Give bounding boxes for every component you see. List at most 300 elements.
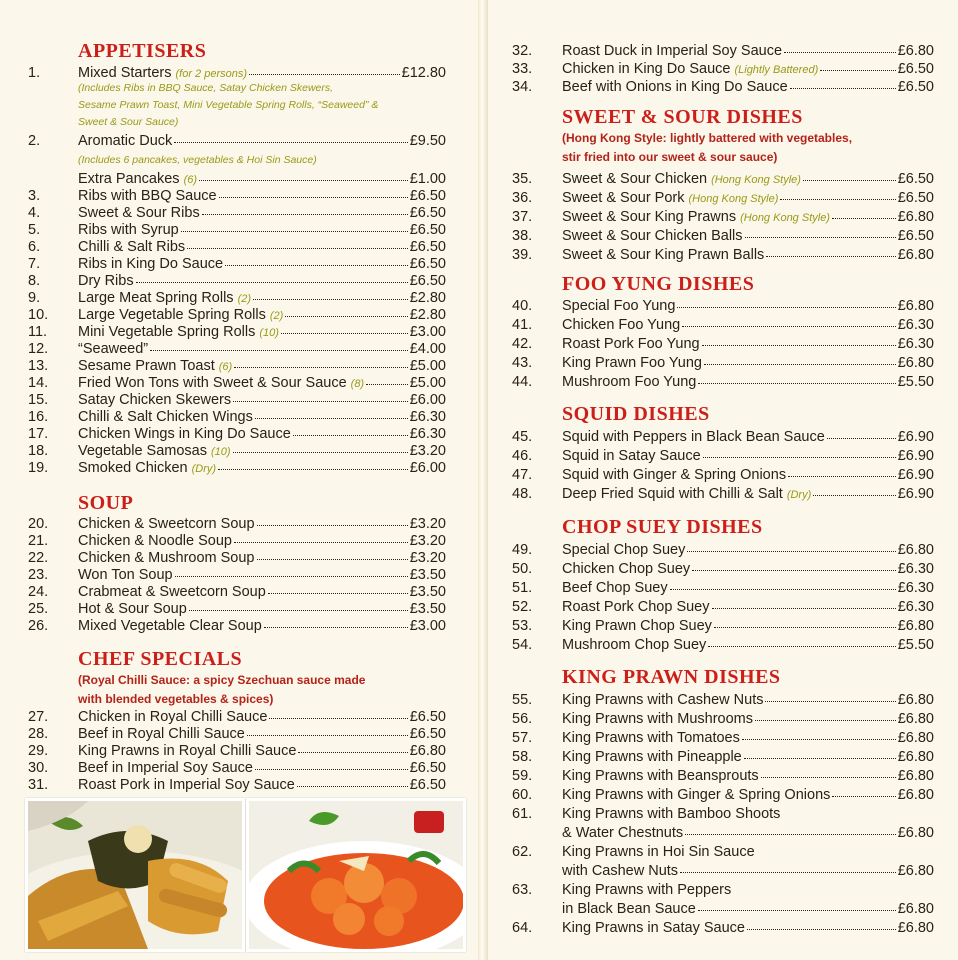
item-name: Sesame Prawn Toast <box>78 358 215 374</box>
item-price: £6.80 <box>897 787 934 803</box>
menu-item-row <box>28 238 446 256</box>
item-name: Sweet & Sour Chicken Balls <box>562 228 743 244</box>
menu-item-row <box>28 187 446 205</box>
menu-item-row <box>512 598 934 616</box>
dot-leader <box>257 559 408 560</box>
item-price: £6.80 <box>897 768 934 784</box>
item-name: Mushroom Chop Suey <box>562 637 707 653</box>
chef-specials-note-2: with blended vegetables & spices) <box>78 692 274 706</box>
item-number: 59. <box>512 768 533 784</box>
item-number: 10. <box>28 307 49 323</box>
dot-leader <box>761 777 896 778</box>
item-number: 21. <box>28 533 49 549</box>
item-price: £3.50 <box>409 584 446 600</box>
item-name: Large Vegetable Spring Rolls <box>78 307 266 323</box>
item-name: Squid in Satay Sauce <box>562 448 701 464</box>
item-number: 51. <box>512 580 533 596</box>
item-price: £6.80 <box>897 825 934 841</box>
item-price: £6.30 <box>409 409 446 425</box>
menu-item-row <box>512 579 934 597</box>
menu-item-row <box>28 566 446 584</box>
dot-leader <box>832 218 896 219</box>
menu-item-row <box>512 560 934 578</box>
menu-item-row <box>28 617 446 635</box>
section-title-sweet-sour: SWEET & SOUR DISHES <box>562 106 803 128</box>
menu-item-row <box>28 221 446 239</box>
item-price: £6.50 <box>897 171 934 187</box>
dot-leader <box>703 457 896 458</box>
item-number: 49. <box>512 542 533 558</box>
menu-item-row <box>512 541 934 559</box>
dot-leader <box>670 589 896 590</box>
item-number: 36. <box>512 190 533 206</box>
item-price: £6.90 <box>897 448 934 464</box>
item-name: Mushroom Foo Yung <box>562 374 697 390</box>
dot-leader <box>832 796 895 797</box>
dot-leader <box>225 265 408 266</box>
item-price: £6.30 <box>897 561 934 577</box>
dot-leader <box>765 701 895 702</box>
menu-item-row <box>512 428 934 446</box>
dot-leader <box>218 469 408 470</box>
menu-item-row <box>512 246 934 264</box>
item-name: Satay Chicken Skewers <box>78 392 232 408</box>
item-price: £6.50 <box>409 188 446 204</box>
item-name: Beef Chop Suey <box>562 580 668 596</box>
menu-item-row <box>28 374 446 392</box>
item-price: £3.20 <box>409 550 446 566</box>
dot-leader <box>255 769 408 770</box>
menu-item-row <box>28 408 446 426</box>
item-price: £6.30 <box>897 580 934 596</box>
item-price: £6.30 <box>897 317 934 333</box>
item-name: Mini Vegetable Spring Rolls <box>78 324 256 340</box>
item-number: 42. <box>512 336 533 352</box>
item-number: 56. <box>512 711 533 727</box>
menu-item-row <box>512 824 934 842</box>
dot-leader <box>187 248 408 249</box>
menu-item-row <box>512 729 934 747</box>
item-name: Mixed Starters <box>78 65 172 81</box>
dot-leader <box>766 256 895 257</box>
menu-item-row <box>28 442 446 460</box>
item-name: Extra Pancakes <box>78 171 180 187</box>
dot-leader <box>784 52 896 53</box>
section-title-squid: SQUID DISHES <box>562 403 710 425</box>
item-note: (for 2 persons) <box>175 68 248 80</box>
item-price: £6.50 <box>409 205 446 221</box>
item-number: 44. <box>512 374 533 390</box>
item-number: 63. <box>512 882 533 898</box>
item-name: King Prawns with Mushrooms <box>562 711 753 727</box>
item-note: (2) <box>269 310 284 322</box>
menu-item-row <box>28 583 446 601</box>
item-number: 58. <box>512 749 533 765</box>
item-name: Dry Ribs <box>78 273 134 289</box>
item-note: (10) <box>259 327 279 339</box>
menu-item-row <box>28 549 446 567</box>
item-price: £6.50 <box>897 61 934 77</box>
item-name: King Prawns with Cashew Nuts <box>562 692 764 708</box>
menu-item-row <box>512 691 934 709</box>
item-name: King Prawns with Pineapple <box>562 749 742 765</box>
item-price: £6.80 <box>897 749 934 765</box>
dot-leader <box>202 214 408 215</box>
item-price: £6.80 <box>897 692 934 708</box>
dot-leader <box>249 74 400 75</box>
item-name: King Prawns with Tomatoes <box>562 730 740 746</box>
menu-item-row <box>512 189 934 207</box>
menu-item-row <box>28 64 446 82</box>
menu-item-row <box>28 289 446 307</box>
menu-item-row <box>28 272 446 290</box>
menu-item-row <box>512 60 934 78</box>
item-price: £6.30 <box>897 599 934 615</box>
item-name: Deep Fried Squid with Chilli & Salt <box>562 486 783 502</box>
food-photo-sweet-sour <box>246 798 466 952</box>
dot-leader <box>790 88 896 89</box>
item-name: Chicken & Mushroom Soup <box>78 550 255 566</box>
item-note: (Hong Kong Style) <box>711 174 801 186</box>
menu-item-row <box>28 204 446 222</box>
item-name: Sweet & Sour Pork <box>562 190 685 206</box>
item-number: 25. <box>28 601 49 617</box>
item-number: 50. <box>512 561 533 577</box>
dot-leader <box>820 70 895 71</box>
item-note: (Hong Kong Style) <box>688 193 779 205</box>
item-number: 33. <box>512 61 533 77</box>
item-price: £1.00 <box>409 171 446 187</box>
item-number: 18. <box>28 443 49 459</box>
item-price: £6.30 <box>897 336 934 352</box>
item-price: £6.80 <box>897 247 934 263</box>
item-price: £6.90 <box>897 486 934 502</box>
item-number: 54. <box>512 637 533 653</box>
item-price: £6.80 <box>409 743 446 759</box>
page-fold <box>478 0 488 960</box>
item-note: (6) <box>218 361 233 373</box>
menu-item-row <box>28 425 446 443</box>
dot-leader <box>677 307 895 308</box>
dot-leader <box>175 576 408 577</box>
item-number: 30. <box>28 760 49 776</box>
menu-item-row <box>512 42 934 60</box>
item-number: 60. <box>512 787 533 803</box>
item-name: Ribs with Syrup <box>78 222 179 238</box>
section-title-king-prawn: KING PRAWN DISHES <box>562 666 781 688</box>
item-name: Aromatic Duck <box>78 133 173 149</box>
item-number: 48. <box>512 486 533 502</box>
item-name: Roast Pork in Imperial Soy Sauce <box>78 777 295 793</box>
item-name: Chicken Chop Suey <box>562 561 691 577</box>
item-price: £6.50 <box>409 726 446 742</box>
dot-leader <box>687 551 895 552</box>
menu-item-row <box>512 900 934 918</box>
item-price: £6.80 <box>897 298 934 314</box>
item-number: 62. <box>512 844 533 860</box>
menu-item-row <box>28 255 446 273</box>
item-number: 13. <box>28 358 49 374</box>
item-name: Sweet & Sour Ribs <box>78 205 200 221</box>
menu-item-row <box>28 170 446 188</box>
item-number: 1. <box>28 65 41 81</box>
chef-specials-note-1: (Royal Chilli Sauce: a spicy Szechuan sauce made <box>78 673 366 687</box>
item-name: King Prawns with Ginger & Spring Onions <box>562 787 831 803</box>
item-name: with Cashew Nuts <box>562 863 679 879</box>
item-number: 2. <box>28 133 41 149</box>
item-number: 8. <box>28 273 41 289</box>
item-number: 47. <box>512 467 533 483</box>
item-price: £3.00 <box>409 618 446 634</box>
sweet-sour-note-1: (Hong Kong Style: lightly battered with vegetables, <box>562 131 853 145</box>
item-name: Roast Pork Chop Suey <box>562 599 710 615</box>
dot-leader <box>698 383 895 384</box>
item-name: Won Ton Soup <box>78 567 173 583</box>
dot-leader <box>712 608 896 609</box>
item-name: King Prawn Foo Yung <box>562 355 702 371</box>
mixed-starters-desc-1: (Includes Ribs in BBQ Sauce, Satay Chicken Skewers, <box>78 82 334 94</box>
item-number: 12. <box>28 341 49 357</box>
dot-leader <box>199 180 408 181</box>
mixed-starters-desc-3: Sweet & Sour Sauce) <box>78 116 179 128</box>
item-number: 5. <box>28 222 41 238</box>
item-price: £6.80 <box>897 920 934 936</box>
item-price: £3.50 <box>409 601 446 617</box>
item-price: £5.00 <box>409 375 446 391</box>
dot-leader <box>714 627 896 628</box>
item-number: 24. <box>28 584 49 600</box>
dot-leader <box>264 627 408 628</box>
item-name: Squid with Peppers in Black Bean Sauce <box>562 429 825 445</box>
dot-leader <box>747 929 896 930</box>
item-name: in Black Bean Sauce <box>562 901 696 917</box>
menu-item-row <box>512 208 934 226</box>
item-name: King Prawn Chop Suey <box>562 618 712 634</box>
menu-item-row <box>512 843 934 861</box>
item-name: Chilli & Salt Chicken Wings <box>78 409 253 425</box>
item-name: Mixed Vegetable Clear Soup <box>78 618 262 634</box>
menu-item-row <box>512 447 934 465</box>
dot-leader <box>708 646 895 647</box>
dot-leader <box>268 593 408 594</box>
menu-item-row <box>512 710 934 728</box>
dot-leader <box>253 299 408 300</box>
item-number: 11. <box>28 324 48 340</box>
item-number: 46. <box>512 448 533 464</box>
item-price: £5.50 <box>897 637 934 653</box>
item-name: King Prawns with Bamboo Shoots <box>562 806 781 822</box>
item-name: Roast Pork Foo Yung <box>562 336 700 352</box>
dot-leader <box>788 476 896 477</box>
item-price: £6.80 <box>897 209 934 225</box>
item-name: Chilli & Salt Ribs <box>78 239 186 255</box>
item-price: £3.20 <box>409 533 446 549</box>
menu-item-row <box>512 170 934 188</box>
item-name: Sweet & Sour King Prawn Balls <box>562 247 765 263</box>
item-price: £3.00 <box>409 324 446 340</box>
item-number: 35. <box>512 171 533 187</box>
dot-leader <box>744 758 896 759</box>
item-price: £6.80 <box>897 355 934 371</box>
item-price: £6.80 <box>897 43 934 59</box>
item-note: (8) <box>350 378 365 390</box>
item-note: (Lightly Battered) <box>734 64 819 76</box>
dot-leader <box>234 542 408 543</box>
dot-leader <box>755 720 896 721</box>
dot-leader <box>780 199 895 200</box>
menu-item-row <box>512 636 934 654</box>
item-number: 19. <box>28 460 49 476</box>
item-number: 55. <box>512 692 533 708</box>
item-name: Ribs in King Do Sauce <box>78 256 224 272</box>
menu-item-row <box>28 323 446 341</box>
dot-leader <box>742 739 896 740</box>
dot-leader <box>247 735 408 736</box>
item-price: £4.00 <box>409 341 446 357</box>
item-note: (2) <box>237 293 252 305</box>
item-number: 31. <box>28 777 49 793</box>
menu-item-row <box>28 708 446 726</box>
dot-leader <box>257 525 408 526</box>
menu-item-row <box>512 373 934 391</box>
item-price: £6.50 <box>409 273 446 289</box>
dot-leader <box>219 197 408 198</box>
dot-leader <box>813 495 895 496</box>
starters-illustration <box>28 801 242 949</box>
menu-item-row <box>512 227 934 245</box>
item-number: 40. <box>512 298 533 314</box>
item-name: Vegetable Samosas <box>78 443 207 459</box>
dot-leader <box>680 872 896 873</box>
menu-item-row <box>512 919 934 937</box>
dot-leader <box>704 364 896 365</box>
menu-item-row <box>512 748 934 766</box>
section-title-foo-yung: FOO YUNG DISHES <box>562 273 755 295</box>
item-name: Fried Won Tons with Sweet & Sour Sauce <box>78 375 347 391</box>
item-price: £6.80 <box>897 711 934 727</box>
dot-leader <box>692 570 896 571</box>
dot-leader <box>255 418 408 419</box>
item-name: Squid with Ginger & Spring Onions <box>562 467 787 483</box>
menu-item-row <box>28 742 446 760</box>
item-number: 53. <box>512 618 533 634</box>
dot-leader <box>827 438 896 439</box>
item-number: 29. <box>28 743 49 759</box>
dot-leader <box>702 345 896 346</box>
menu-item-row <box>28 132 446 150</box>
item-name: Sweet & Sour King Prawns <box>562 209 737 225</box>
item-price: £6.50 <box>409 256 446 272</box>
menu-item-row <box>512 617 934 635</box>
section-title-chef-specials: CHEF SPECIALS <box>78 648 243 670</box>
dot-leader <box>293 435 408 436</box>
item-name: Beef in Royal Chilli Sauce <box>78 726 245 742</box>
menu-item-row <box>512 881 934 899</box>
menu-item-row <box>512 297 934 315</box>
menu-item-row <box>28 515 446 533</box>
item-price: £6.90 <box>897 467 934 483</box>
menu-item-row <box>512 78 934 96</box>
item-name: & Water Chestnuts <box>562 825 684 841</box>
dot-leader <box>150 350 408 351</box>
item-number: 9. <box>28 290 41 306</box>
item-price: £6.80 <box>897 863 934 879</box>
item-price: £9.50 <box>409 133 446 149</box>
item-number: 20. <box>28 516 49 532</box>
item-price: £5.50 <box>897 374 934 390</box>
sweet-sour-illustration <box>249 801 463 949</box>
dot-leader <box>234 367 408 368</box>
item-name: Chicken in King Do Sauce <box>562 61 731 77</box>
item-number: 38. <box>512 228 533 244</box>
item-name: Special Chop Suey <box>562 542 686 558</box>
aromatic-duck-desc: (Includes 6 pancakes, vegetables & Hoi Sin Sauce) <box>78 154 317 166</box>
item-name: Beef in Imperial Soy Sauce <box>78 760 253 776</box>
item-number: 23. <box>28 567 49 583</box>
menu-item-row <box>512 767 934 785</box>
item-name: Beef with Onions in King Do Sauce <box>562 79 788 95</box>
dot-leader <box>189 610 408 611</box>
menu-item-row <box>512 805 934 823</box>
item-price: £6.50 <box>897 228 934 244</box>
section-title-soup: SOUP <box>78 492 134 514</box>
item-price: £6.50 <box>897 79 934 95</box>
section-title-appetisers: APPETISERS <box>78 40 207 62</box>
menu-item-row <box>512 862 934 880</box>
item-name: Special Foo Yung <box>562 298 676 314</box>
item-number: 7. <box>28 256 41 272</box>
item-name: Roast Duck in Imperial Soy Sauce <box>562 43 783 59</box>
item-number: 37. <box>512 209 533 225</box>
item-price: £6.80 <box>897 901 934 917</box>
menu-item-row <box>28 759 446 777</box>
dot-leader <box>297 786 408 787</box>
item-name: Chicken Foo Yung <box>562 317 681 333</box>
item-price: £6.80 <box>897 618 934 634</box>
dot-leader <box>685 834 896 835</box>
item-name: Chicken in Royal Chilli Sauce <box>78 709 268 725</box>
item-name: King Prawns in Royal Chilli Sauce <box>78 743 297 759</box>
item-price: £6.50 <box>409 777 446 793</box>
item-price: £6.30 <box>409 426 446 442</box>
item-price: £2.80 <box>409 307 446 323</box>
dot-leader <box>803 180 896 181</box>
dot-leader <box>745 237 896 238</box>
item-name: Sweet & Sour Chicken <box>562 171 708 187</box>
item-price: £3.50 <box>409 567 446 583</box>
dot-leader <box>174 142 407 143</box>
item-name: Crabmeat & Sweetcorn Soup <box>78 584 266 600</box>
item-price: £3.20 <box>409 443 446 459</box>
item-note: (6) <box>183 174 198 186</box>
item-number: 34. <box>512 79 533 95</box>
dot-leader <box>281 333 408 334</box>
menu-item-row <box>28 391 446 409</box>
food-photo-starters <box>25 798 245 952</box>
item-number: 17. <box>28 426 49 442</box>
item-name: Smoked Chicken <box>78 460 188 476</box>
item-number: 52. <box>512 599 533 615</box>
item-price: £5.00 <box>409 358 446 374</box>
item-number: 41. <box>512 317 533 333</box>
dot-leader <box>298 752 407 753</box>
dot-leader <box>233 401 408 402</box>
item-price: £6.80 <box>897 542 934 558</box>
item-price: £6.80 <box>897 730 934 746</box>
item-price: £6.50 <box>409 760 446 776</box>
item-number: 4. <box>28 205 41 221</box>
item-name: King Prawns with Beansprouts <box>562 768 759 784</box>
